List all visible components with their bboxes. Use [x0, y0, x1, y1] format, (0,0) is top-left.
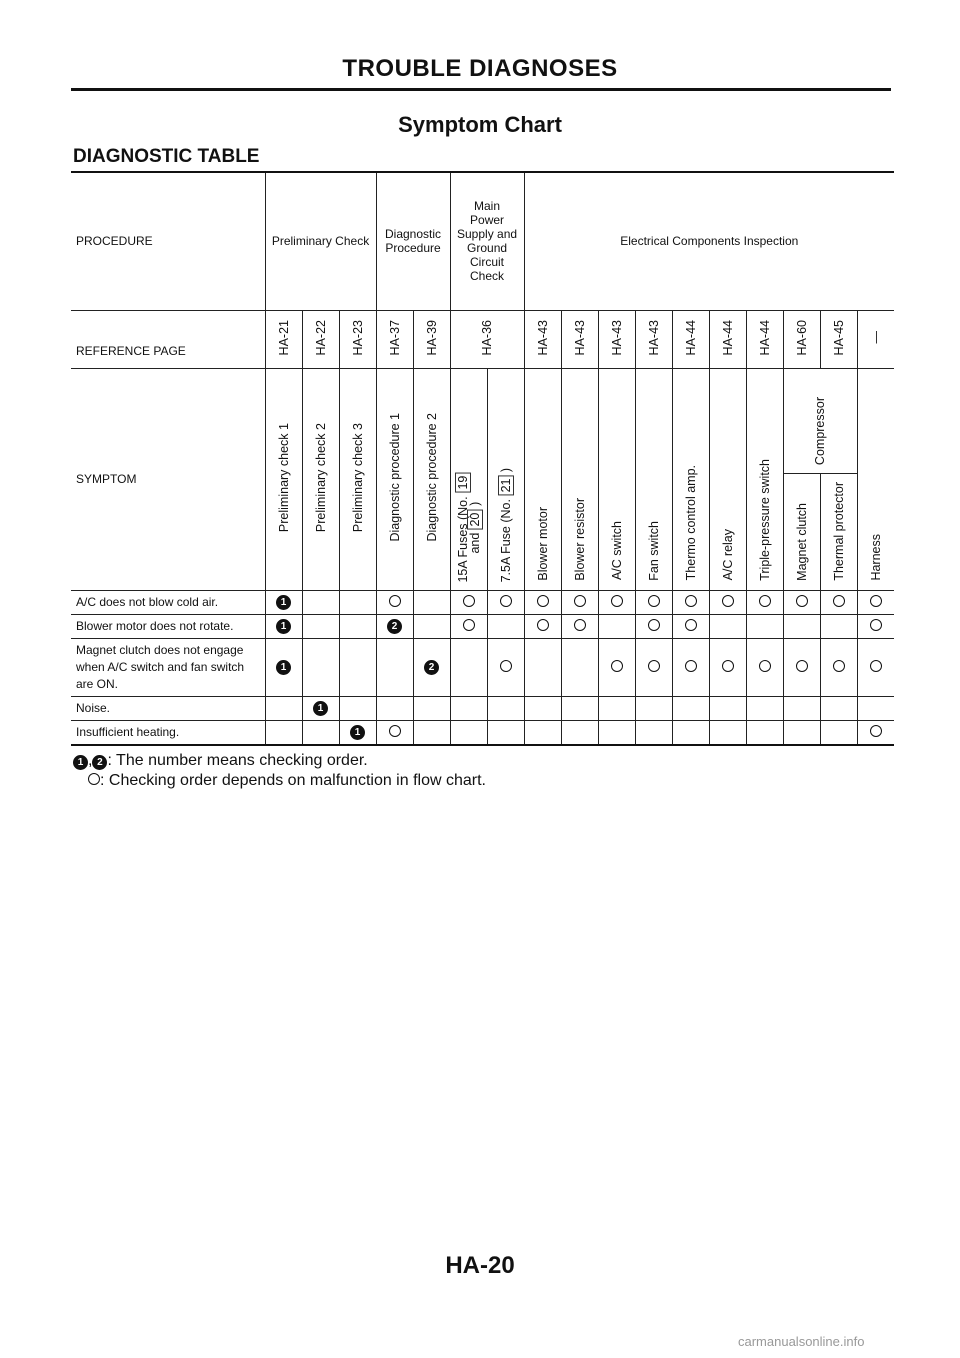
symptom-cell	[413, 720, 450, 745]
circle-icon	[611, 595, 623, 607]
symptom-cell	[487, 638, 524, 696]
item-blower-motor: Blower motor	[535, 506, 550, 581]
circle-icon	[833, 660, 845, 672]
legend-numbers: 1 , 2 : The number means checking order.	[73, 752, 368, 770]
circle-icon	[796, 660, 808, 672]
symptom-cell	[820, 638, 857, 696]
symptom-cell	[857, 696, 894, 720]
symptom-row	[71, 590, 894, 614]
symptom-cell	[265, 590, 302, 614]
order-1-icon: 1	[276, 660, 291, 675]
symptom-label: SYMPTOM	[71, 368, 265, 590]
symptom-cell	[598, 720, 635, 745]
symptom-cell	[376, 614, 413, 638]
symptom-cell	[339, 638, 376, 696]
symptom-cell	[413, 638, 450, 696]
header-rule	[71, 88, 891, 91]
symptom-cell	[746, 720, 783, 745]
symptom-cell	[487, 720, 524, 745]
circle-icon	[611, 660, 623, 672]
symptom-cell	[709, 696, 746, 720]
symptom-cell	[376, 590, 413, 614]
circle-icon	[537, 619, 549, 631]
symptom-cell	[672, 638, 709, 696]
item-triple-pressure-switch: Triple-pressure switch	[757, 458, 772, 581]
symptom-cell	[709, 614, 746, 638]
symptom-cell	[783, 638, 820, 696]
symptom-cell	[783, 720, 820, 745]
symptom-cell	[746, 614, 783, 638]
legend-line-2: : Checking order depends on malfunction in flow chart.	[100, 772, 486, 789]
symptom-cell	[783, 590, 820, 614]
circle-icon	[870, 619, 882, 631]
reference-page: HA-43	[572, 319, 587, 356]
legend-circle	[88, 772, 486, 790]
symptom-cell	[376, 638, 413, 696]
symptom-cell	[635, 614, 672, 638]
circle-icon	[574, 619, 586, 631]
item-preliminary-check-3: Preliminary check 3	[350, 422, 365, 533]
symptom-cell	[302, 638, 339, 696]
reference-page: HA-44	[757, 319, 772, 356]
reference-page: HA-44	[683, 319, 698, 356]
symptom-cell	[265, 696, 302, 720]
symptom-cell	[857, 614, 894, 638]
circle-icon	[722, 595, 734, 607]
symptom-cell	[524, 696, 561, 720]
item-diagnostic-procedure-2: Diagnostic procedure 2	[424, 413, 439, 542]
reference-page: HA-43	[535, 319, 550, 356]
circle-icon	[574, 595, 586, 607]
order-1-icon: 1	[73, 755, 88, 770]
symptom-cell	[857, 638, 894, 696]
symptom-cell	[450, 638, 487, 696]
symptom-cell	[413, 590, 450, 614]
circle-icon	[463, 619, 475, 631]
order-1-icon: 1	[276, 595, 291, 610]
item-harness: Harness	[868, 533, 883, 581]
symptom-cell	[561, 614, 598, 638]
symptom-cell	[413, 696, 450, 720]
symptom-cell	[820, 590, 857, 614]
reference-page: HA-43	[609, 319, 624, 356]
procedure-group-power-supply: Main Power Supply and Ground Circuit Check	[450, 172, 524, 310]
symptom-cell	[450, 614, 487, 638]
symptom-cell	[524, 614, 561, 638]
symptom-rows	[71, 590, 894, 745]
circle-icon	[759, 660, 771, 672]
item-ac-relay: A/C relay	[720, 529, 735, 581]
symptom-cell	[635, 720, 672, 745]
item-15a-fuses: 15A Fuses (No. 19 and 20 )	[457, 473, 481, 583]
symptom-cell	[450, 590, 487, 614]
symptom-cell	[857, 720, 894, 745]
reference-page: HA-45	[831, 319, 846, 356]
legend-line-1: : The number means checking order.	[107, 752, 368, 769]
symptom-cell	[783, 614, 820, 638]
diagnostic-table	[71, 171, 894, 746]
order-2-icon: 2	[92, 755, 107, 770]
symptom-cell	[487, 614, 524, 638]
item-blower-resistor: Blower resistor	[572, 497, 587, 581]
reference-page: —	[868, 331, 883, 344]
symptom-cell	[598, 614, 635, 638]
procedure-group-preliminary: Preliminary Check	[265, 172, 376, 310]
circle-icon	[685, 595, 697, 607]
symptom-cell	[746, 696, 783, 720]
reference-page: HA-44	[720, 319, 735, 356]
symptom-cell	[524, 590, 561, 614]
reference-page: HA-21	[276, 319, 291, 356]
page-number: HA-20	[445, 1252, 515, 1279]
order-2-icon: 2	[387, 619, 402, 634]
circle-icon	[537, 595, 549, 607]
symptom-cell	[302, 614, 339, 638]
symptom-cell	[339, 614, 376, 638]
reference-page: HA-39	[424, 319, 439, 356]
order-1-icon: 1	[350, 725, 365, 740]
symptom-cell	[413, 614, 450, 638]
circle-icon	[648, 619, 660, 631]
item-ac-switch: A/C switch	[609, 521, 624, 581]
procedure-row	[71, 172, 894, 310]
symptom-cell	[635, 696, 672, 720]
reference-page: HA-43	[646, 319, 661, 356]
symptom-cell	[265, 638, 302, 696]
symptom-cell	[376, 696, 413, 720]
symptom-cell	[598, 590, 635, 614]
circle-icon	[463, 595, 475, 607]
symptom-cell	[783, 696, 820, 720]
reference-label: REFERENCE PAGE	[71, 310, 265, 368]
symptom-cell	[376, 720, 413, 745]
circle-icon	[648, 660, 660, 672]
symptom-cell	[302, 720, 339, 745]
reference-page: HA-37	[387, 319, 402, 356]
compressor-row	[71, 368, 894, 473]
page-header-title: TROUBLE DIAGNOSES	[342, 55, 618, 82]
symptom-cell	[820, 614, 857, 638]
reference-row	[71, 310, 894, 368]
symptom-cell	[709, 590, 746, 614]
circle-icon	[722, 660, 734, 672]
symptom-row	[71, 614, 894, 638]
symptom-cell	[450, 720, 487, 745]
symptom-cell	[598, 696, 635, 720]
circle-icon	[870, 660, 882, 672]
circle-icon	[389, 725, 401, 737]
item-diagnostic-procedure-1: Diagnostic procedure 1	[387, 413, 402, 542]
order-1-icon: 1	[276, 619, 291, 634]
circle-icon	[389, 595, 401, 607]
symptom-row	[71, 720, 894, 745]
chart-title: Symptom Chart	[398, 112, 562, 137]
reference-page: HA-22	[313, 319, 328, 356]
item-preliminary-check-2: Preliminary check 2	[313, 422, 328, 533]
symptom-cell	[561, 696, 598, 720]
symptom-cell	[709, 638, 746, 696]
order-2-icon: 2	[424, 660, 439, 675]
compressor-label: Compressor	[813, 397, 828, 466]
symptom-label: A/C does not blow cold air.	[71, 590, 265, 614]
circle-icon	[833, 595, 845, 607]
circle-icon	[685, 660, 697, 672]
symptom-cell	[561, 638, 598, 696]
symptom-cell	[561, 590, 598, 614]
symptom-cell	[339, 590, 376, 614]
symptom-cell	[487, 590, 524, 614]
symptom-cell	[820, 696, 857, 720]
reference-page: HA-23	[350, 319, 365, 356]
reference-page: HA-36	[480, 319, 495, 356]
procedure-group-diagnostic: Diagnostic Procedure	[376, 172, 450, 310]
circle-icon	[870, 725, 882, 737]
symptom-cell	[265, 720, 302, 745]
symptom-label: Magnet clutch does not engage when A/C switch and fan switch are ON.	[71, 638, 265, 696]
symptom-cell	[265, 614, 302, 638]
symptom-cell	[672, 614, 709, 638]
symptom-cell	[746, 590, 783, 614]
section-title: DIAGNOSTIC TABLE	[73, 146, 260, 167]
symptom-cell	[524, 720, 561, 745]
symptom-cell	[672, 696, 709, 720]
symptom-label: Noise.	[71, 696, 265, 720]
symptom-cell	[709, 720, 746, 745]
procedure-label: PROCEDURE	[71, 172, 265, 310]
circle-icon	[88, 773, 100, 785]
item-preliminary-check-1: Preliminary check 1	[276, 422, 291, 533]
symptom-cell	[302, 590, 339, 614]
symptom-cell	[339, 720, 376, 745]
procedure-group-electrical: Electrical Components Inspection	[524, 172, 894, 310]
symptom-label: Insufficient heating.	[71, 720, 265, 745]
symptom-cell	[302, 696, 339, 720]
symptom-cell	[857, 590, 894, 614]
symptom-cell	[598, 638, 635, 696]
symptom-cell	[672, 590, 709, 614]
circle-icon	[500, 595, 512, 607]
circle-icon	[759, 595, 771, 607]
symptom-cell	[524, 638, 561, 696]
symptom-cell	[339, 696, 376, 720]
symptom-row	[71, 696, 894, 720]
reference-page: HA-60	[794, 319, 809, 356]
item-thermal-protector: Thermal protector	[831, 481, 846, 581]
symptom-row	[71, 638, 894, 696]
symptom-cell	[450, 696, 487, 720]
watermark: carmanualsonline.info	[738, 1334, 865, 1349]
symptom-cell	[487, 696, 524, 720]
item-thermo-control-amp: Thermo control amp.	[683, 465, 698, 581]
symptom-label: Blower motor does not rotate.	[71, 614, 265, 638]
item-fan-switch: Fan switch	[646, 520, 661, 581]
circle-icon	[648, 595, 660, 607]
symptom-cell	[672, 720, 709, 745]
symptom-cell	[561, 720, 598, 745]
item-7-5a-fuse: 7.5A Fuse (No. 21 )	[498, 468, 513, 583]
circle-icon	[685, 619, 697, 631]
circle-icon	[500, 660, 512, 672]
symptom-cell	[820, 720, 857, 745]
circle-icon	[870, 595, 882, 607]
circle-icon	[796, 595, 808, 607]
symptom-cell	[635, 638, 672, 696]
order-1-icon: 1	[313, 701, 328, 716]
symptom-cell	[635, 590, 672, 614]
item-magnet-clutch: Magnet clutch	[794, 502, 809, 581]
symptom-cell	[746, 638, 783, 696]
